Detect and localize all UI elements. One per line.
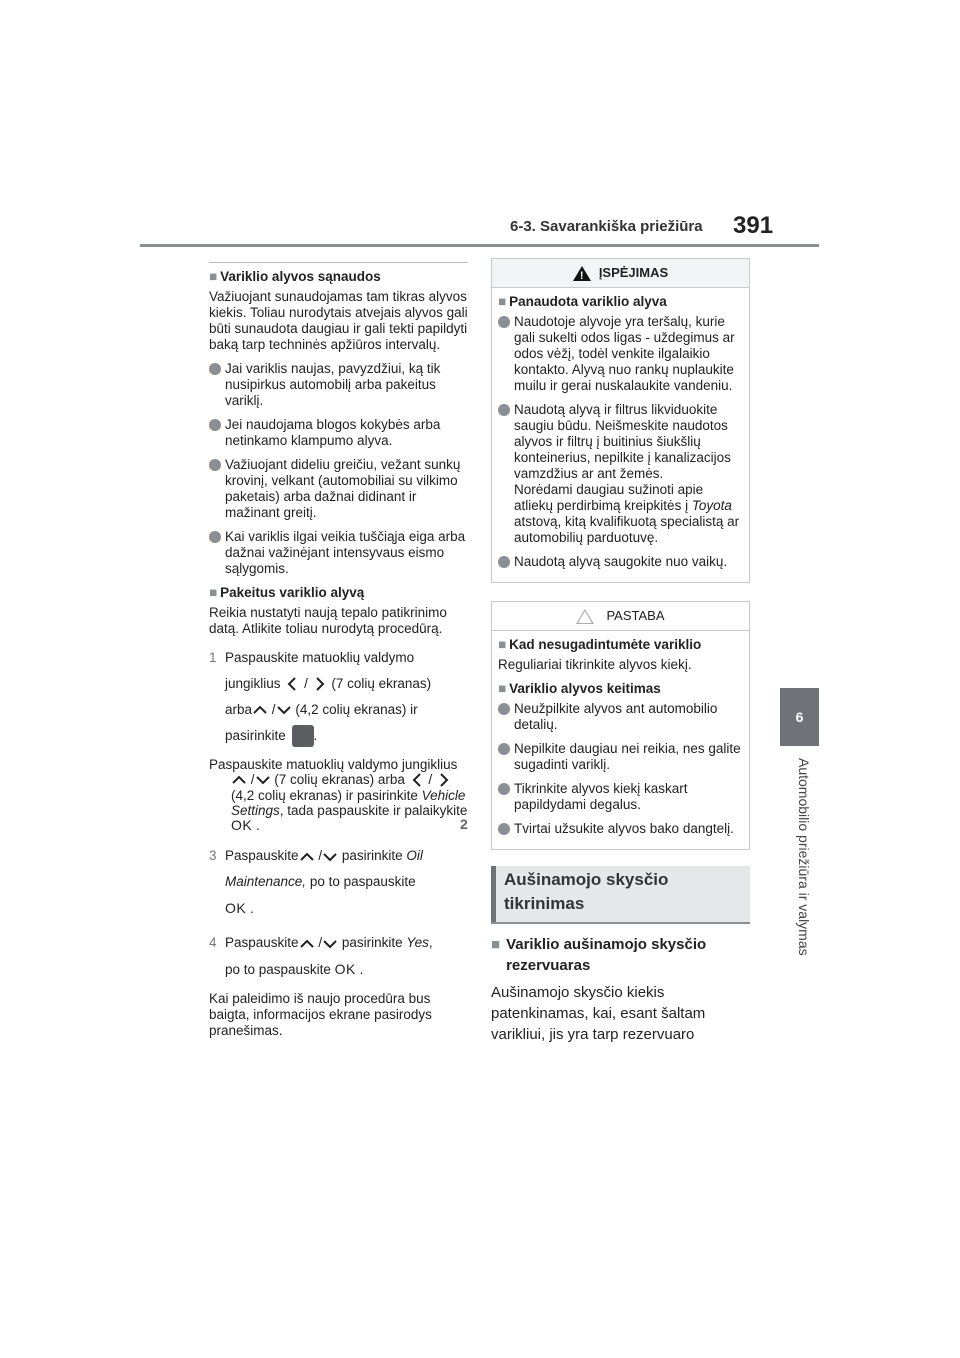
list-item (498, 402, 743, 546)
list-item-text: Važiuojant dideliu greičiu, vežant sunkų krovinį, velkant (automobiliai su vilkimo paketais) arba dažnai didinant ir mažinant greitį. (225, 457, 461, 520)
section-heading (209, 585, 468, 601)
bullet-icon (498, 556, 510, 568)
chevron-right-icon (312, 676, 328, 692)
list-item-text: Neužpilkite alyvos ant automobilio detalių. (514, 701, 718, 732)
chevron-left-icon (284, 676, 300, 692)
procedure-step-4 (209, 930, 468, 983)
chevron-up-icon (252, 702, 268, 718)
step-text: pasirinkite (341, 935, 403, 951)
chevron-right-icon (436, 772, 452, 788)
step-text: po to paspauskite (225, 962, 331, 978)
step-text: / (250, 772, 255, 787)
ok-icon: OK (334, 961, 356, 978)
section-heading (498, 637, 743, 653)
step-text: / (304, 676, 308, 691)
step-text: Paspauskite (225, 848, 299, 864)
warning-body (492, 288, 749, 582)
band-divider (491, 922, 750, 924)
section-heading-text: Variklio alyvos keitimas (509, 681, 661, 696)
menu-name: Maintenance, (225, 874, 307, 890)
menu-name: Oil (406, 848, 423, 864)
chevron-up-icon (231, 772, 247, 788)
procedure-step-2 (209, 757, 468, 833)
step-number: 2 (460, 816, 468, 832)
step-text: (4,2 colių ekranas) ir pasirinkite (231, 788, 418, 804)
section-heading (498, 681, 743, 697)
warning-icon (573, 266, 591, 281)
step-text: Paspauskite matuoklių valdymo jungiklius (209, 757, 458, 772)
procedure-step-3 (209, 843, 468, 922)
list-item-text: Kai variklis ilgai veikia tuščiąja eiga arba dažnai važinėjant intensyvaus eismo sąlygomis. (225, 529, 466, 576)
list-item (498, 741, 743, 773)
list-item-text: Tvirtai užsukite alyvos bako dangtelį. (514, 821, 734, 836)
list-item (209, 529, 468, 577)
section-heading-text: Kad nesugadintumėte variklio (509, 637, 702, 652)
step-text: . (359, 962, 364, 978)
section-heading (491, 934, 750, 976)
list-item-text: Naudotą alyvą saugokite nuo vaikų. (514, 554, 728, 569)
step-text: pasirinkite (341, 848, 403, 864)
chevron-down-icon (255, 772, 271, 788)
step-text: / (428, 772, 433, 787)
band-title-line: tikrinimas (504, 894, 585, 913)
step-text: jungiklius (225, 676, 281, 691)
bullet-icon (209, 531, 221, 543)
right-column (491, 258, 750, 1045)
square-bullet-icon: ■ (491, 936, 501, 953)
step-text: . (313, 728, 318, 743)
list-item-text: Naudotą alyvą ir filtrus likviduokite saugiu būdu. Neišmeskite naudotos alyvos ir filtrų į buitinius šiukšlių konteinerius, nepilkite į kanalizacijos vamzdžius ar ant žemės. (514, 402, 731, 481)
list-item-text: atstovą, kitą kvalifikuotą specialistą ar automobilių parduotuvę. (514, 514, 740, 545)
step-number: 4 (209, 935, 217, 951)
square-bullet-icon: ■ (209, 269, 218, 284)
square-bullet-icon: ■ (498, 637, 507, 652)
header-divider (140, 244, 819, 247)
brand-name: Toyota (691, 498, 732, 513)
paragraph-line: varikliui, jis yra tarp rezervuaro (491, 1026, 695, 1043)
paragraph: Važiuojant sunaudojamas tam tikras alyvos kiekis. Toliau nurodytais atvejais alyvos gali būti sunaudota daugiau ir gali tekti papildyti baką tarp techninės apžiūros intervalų. (209, 289, 468, 352)
section-heading (209, 269, 468, 285)
square-bullet-icon: ■ (498, 681, 507, 696)
list-item (498, 781, 743, 813)
step-text: , (428, 935, 433, 951)
bullet-icon (498, 823, 510, 835)
step-text: pasirinkite (225, 728, 286, 743)
section-heading (498, 294, 743, 310)
chevron-up-icon (299, 849, 315, 865)
ok-icon: OK (225, 900, 247, 917)
step-number: 3 (209, 848, 217, 864)
bullet-icon (498, 316, 510, 328)
list-item-text: Jai variklis naujas, pavyzdžiui, ką tik nusipirkus automobilį arba pakeitus variklį. (225, 361, 441, 408)
step-text: . (256, 818, 260, 834)
step-line (225, 697, 431, 723)
step-text: / (318, 935, 323, 951)
note-box (491, 601, 750, 850)
step-line (225, 895, 423, 922)
bullet-icon (498, 703, 510, 715)
step-text: . (250, 901, 254, 917)
step-text: po to paspauskite (309, 874, 416, 890)
section-heading-text: Panaudota variklio alyva (509, 294, 667, 309)
list-item (498, 821, 743, 837)
step-line (225, 723, 431, 749)
square-bullet-icon: ■ (209, 585, 218, 600)
list-item (498, 314, 743, 394)
step-text: , tada paspauskite ir palaikykite (279, 803, 468, 819)
step-text: Paspauskite (225, 935, 299, 951)
section-band (491, 866, 750, 922)
ok-icon: OK (231, 817, 253, 834)
note-title: PASTABA (606, 608, 665, 623)
list-item-text: Jei naudojama blogos kokybės arba netinkamo klampumo alyva. (225, 417, 441, 448)
menu-name: Yes (406, 935, 429, 951)
list-item (209, 417, 468, 449)
step-text: / (318, 848, 323, 864)
band-title-line: Aušinamojo skysčio (504, 870, 669, 889)
chapter-label: Automobilio priežiūra ir valymas (796, 758, 812, 956)
step-line (225, 956, 433, 983)
bullet-icon (209, 419, 221, 431)
paragraph-line: Aušinamojo skysčio kiekis (491, 984, 665, 1001)
chapter-tab (780, 688, 819, 746)
warning-header (492, 259, 749, 288)
paragraph: Kai paleidimo iš naujo procedūra bus baigta, informacijos ekrane pasirodys pranešimas. (209, 991, 432, 1039)
step-line (225, 843, 423, 869)
step-text: (7 colių ekranas) (331, 676, 432, 691)
note-body (492, 631, 749, 849)
step-line (225, 930, 433, 956)
step-text: (7 colių ekranas) arba (274, 772, 405, 787)
list-item-text: Tikrinkite alyvos kiekį kaskart papildydami degalus. (514, 781, 688, 812)
bullet-icon (209, 459, 221, 471)
list-item (498, 701, 743, 733)
step-line (225, 869, 423, 895)
section-divider (209, 262, 468, 263)
square-bullet-icon: ■ (498, 294, 507, 309)
chevron-down-icon (322, 849, 338, 865)
chevron-left-icon (409, 772, 425, 788)
caution-icon (576, 609, 594, 624)
chevron-up-icon (299, 936, 315, 952)
warning-box (491, 258, 750, 583)
chapter-tab-number: 6 (795, 709, 804, 725)
left-column (209, 262, 468, 1047)
step-number: 1 (209, 650, 217, 665)
paragraph: Reguliariai tikrinkite alyvos kiekį. (498, 657, 692, 672)
chevron-down-icon (276, 702, 292, 718)
section-heading-text: Variklio aušinamojo skysčio (506, 936, 707, 953)
procedure-step-1 (209, 645, 468, 749)
gear-icon (292, 725, 314, 747)
paragraph-line: patenkinamas, kai, esant šaltam (491, 1005, 706, 1022)
step-text: arba (225, 702, 253, 717)
section-title: 6-3. Savarankiška priežiūra (510, 218, 703, 235)
section-heading-text: Pakeitus variklio alyvą (220, 585, 365, 600)
step-text: / (271, 702, 276, 717)
list-item-text: Naudotoje alyvoje yra teršalų, kurie gali sukelti odos ligas - uždegimus ar odos vėžį, todėl venkite ilgalaikio kontakto. Alyvą nuo rankų nuplaukite muilu ir gerai nuskalaukite vandeniu. (514, 314, 735, 393)
section-heading-text: rezervuaras (506, 957, 591, 974)
section-heading-text: Variklio alyvos sąnaudos (220, 269, 381, 284)
bullet-icon (498, 743, 510, 755)
step-text: (4,2 colių ekranas) ir (295, 702, 418, 717)
list-item (209, 457, 468, 521)
paragraph: Reikia nustatyti naują tepalo patikrinimo datą. Atlikite toliau nurodytą procedūrą. (209, 605, 447, 636)
note-header (492, 602, 749, 631)
menu-name: Vehicle Settings (231, 788, 466, 819)
bullet-icon (498, 783, 510, 795)
chevron-down-icon (322, 936, 338, 952)
list-item (498, 554, 743, 570)
bullet-icon (209, 363, 221, 375)
list-item-text: Norėdami daugiau sužinoti apie atliekų perdirbimą kreipkitės į (514, 482, 704, 513)
step-line (225, 671, 431, 697)
list-item-text: Nepilkite daugiau nei reikia, nes galite sugadinti variklį. (514, 741, 741, 772)
warning-title: ĮSPĖJIMAS (598, 265, 669, 280)
list-item (209, 361, 468, 409)
step-text: Paspauskite matuoklių valdymo (225, 650, 415, 665)
page-number: 391 (733, 212, 774, 239)
bullet-icon (498, 404, 510, 416)
